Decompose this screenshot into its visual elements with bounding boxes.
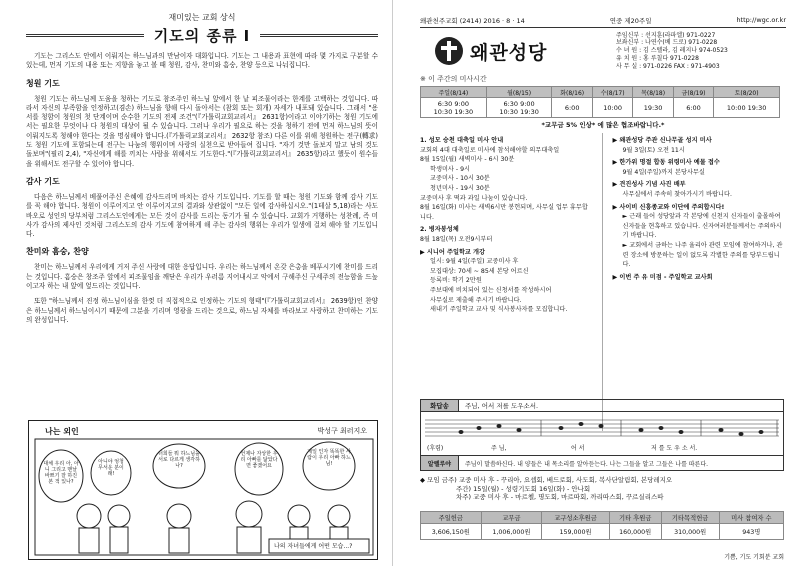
psalm-tag: 화답송 bbox=[421, 400, 459, 411]
staff-line: 보좌신부 : 나연수(베 드로) 971-0228 bbox=[616, 39, 718, 47]
announcement-heading: ▶ 한가위 명절 합동 위령미사 예물 접수 bbox=[612, 159, 720, 167]
psalm-text: 주님, 어서 저를 도우소서. bbox=[465, 402, 539, 410]
mass-day-header: 월(8/15) bbox=[486, 87, 552, 98]
speech-bubble: 제일 인자 똑똑한 사람이 우리 아빠 하느님! bbox=[307, 449, 351, 467]
announcement-line: 주보대에 비치되어 있는 신청서를 작성하시어 bbox=[430, 286, 552, 294]
announcement-line: 학생미사 - 9시 bbox=[430, 165, 470, 173]
announcement-heading: 1. 성모 승천 대축일 미사 안내 bbox=[420, 137, 504, 144]
announcement-heading: ▶ 이번 주 유 미점 - 주일학교 교사회 bbox=[612, 273, 713, 281]
lyric: 저 를 도 우 소 서. bbox=[651, 445, 698, 452]
section-heading: 청원 기도 bbox=[26, 78, 60, 88]
gathering-line: ◆ 모임 금주) 교중 미사 후 - 꾸리아, 요셉회, 베드로회, 사도회, 복사단알림회, 본당레지오 bbox=[420, 476, 673, 484]
finance-header: 주일헌금 bbox=[421, 512, 482, 524]
announcement-line: 사무실로 제출해 주시기 바랍니다. bbox=[430, 296, 522, 304]
finance-value: 160,000원 bbox=[609, 524, 661, 540]
announcement-line: ► 교회에서 금하는 나주 율리아 관련 모임에 참여하거나, 관련 장소에 방문하는 일이 없도록 각별한 주의를 당부드립니다. bbox=[622, 241, 783, 269]
psalm-response-box bbox=[420, 399, 784, 471]
section-body: 찬미는 하느님께서 우리에게 거저 주신 사랑에 대한 응답입니다. 우리는 하느님께서 온갖 은총을 베푸시기에 찬미를 드리는 것입니다. 흠숭은 창조주 앞에서 피조물임을 깨닫은 우리가 우러름 지어내시고 악에서 구해주신 구세주의 전능함을 드높이고자 하는 내 앞에 엎드리는 것입니다. bbox=[26, 263, 378, 291]
mass-time-cell: 6:00 bbox=[552, 98, 592, 118]
finance-header: 기타목적헌금 bbox=[661, 512, 719, 524]
section-heading: 감사 기도 bbox=[26, 176, 60, 186]
section-heading: 찬미와 흠숭, 찬양 bbox=[26, 247, 89, 257]
mass-time-cell: 6:00 bbox=[673, 98, 713, 118]
announcement-heading: ▶ 사이비 신흥종교와 이단에 주의합시다! bbox=[612, 203, 725, 211]
staff-line: 유 치 원 : 홍 루칠다 971-0228 bbox=[616, 54, 699, 62]
finance-value: 159,000원 bbox=[542, 524, 610, 540]
mass-time-cell bbox=[421, 98, 487, 118]
mass-schedule-title: ※ 이 주간의 미사시간 bbox=[420, 75, 487, 83]
mass-day-header: 목(8/18) bbox=[633, 87, 673, 98]
announcement-line: 8월 15일(월) 새벽미사 - 6시 30분 bbox=[420, 156, 515, 164]
psalm-row bbox=[421, 400, 783, 412]
announcements-right bbox=[603, 133, 787, 431]
parish-name: 왜관성당 bbox=[470, 41, 548, 64]
announcement-line: 일시: 9월 4일(주일) 교중미사 후 bbox=[430, 258, 519, 266]
speech-bubble: 너희들 뭐 하느님을 서로 다르게 생각하나? bbox=[158, 451, 200, 469]
music-notation bbox=[421, 412, 783, 456]
parish-logo-icon bbox=[434, 36, 464, 66]
website-link[interactable]: http://wgc.or.kr bbox=[736, 16, 786, 24]
cartoon-caption-left: 나는 외인 bbox=[45, 427, 79, 436]
mass-day-header: 토(8/20) bbox=[714, 87, 780, 98]
staff-line: 수 녀 원 : 김 스텔라, 김 레지나 974-0523 bbox=[616, 47, 728, 55]
footer-motto: 기쁨, 기도 기회분 교회 bbox=[724, 554, 784, 561]
title-rule-left bbox=[26, 34, 144, 37]
mass-time-cell: 10:00 19:30 bbox=[714, 98, 780, 118]
mass-day-header: 화(8/16) bbox=[552, 87, 592, 98]
announcement-line: 사무실에서 주속히 찾아가시기 바랍니다. bbox=[622, 190, 732, 198]
staff-line: 사 무 실 : 971-0226 FAX : 971-4903 bbox=[616, 62, 720, 70]
announcement-line: 청년미사 - 19시 30분 bbox=[430, 184, 490, 192]
liturgical-week: 연중 제20주일 bbox=[609, 17, 652, 25]
gathering-line: 주간) 15일(월) - 성령기도회 16일(화) - 안나회 bbox=[456, 484, 591, 493]
staff-list bbox=[616, 32, 786, 71]
announcements bbox=[420, 133, 786, 431]
donation-notice: *교무금 5% 인상* 에 많은 협조바랍니다.* bbox=[541, 121, 665, 129]
section-body: 다음은 하느님께서 베풀어주신 은혜에 감사드리며 바치는 감사 기도입니다. 기도를 할 때는 청원 기도와 함께 감사 기도를 꼭 해야 합니다. 청원이 이루어지고 안 이루어지고의 결과와 상관없이 "모든 일에 감사하십시오."(1테살 5,18)라는 사도 바오로 성인의 당부처럼 그리스도인에게는 모든 것이 감사를 드리는 동기가 될 수 있습니다. 교회가 거행하는 성찬례, 즉 미사가 감사의 제사인 것처럼 그리스도의 감사 기도에 참여하게 해 주는 감사의 행위는 우리가 일생에 걸쳐 해야 할 기도입니다. bbox=[26, 192, 378, 239]
announcement-line: 모집대상: 70세 ~ 85세 본당 어르신 bbox=[430, 267, 529, 275]
lyric: 어 서 bbox=[571, 445, 585, 452]
finance-header: 미사 참여자 수 bbox=[719, 512, 783, 524]
announcement-line: 8월 18일(목) 오전9시부터 bbox=[420, 235, 493, 243]
gathering-line: 차주) 교중 미사 후 - 마르첼, 명도회, 마르따회, 까리따스회, 꾸르실리스따 bbox=[456, 493, 664, 502]
section-body: 청원 기도는 하느님께 도움을 청하는 기도로 참조주인 하느님 앞에서 한 낱 피조물이라는 한계를 고백하는 것입니다. 따라서 자신의 부족함을 인정하고(겸손) 하느님을 향해 다시 돌아서는 (참회 또는 회개) 자세가 내포돼 있습니다. 그래서 "용서를 청함이 청원의 첫 단계이며 순수한 기도의 전제 조건"(『가톨릭교회교리서』 2631항)이라고 이야기하는 청원 기도에서는 필요한 무엇이나 다 청원의 대상이 될 수 있습니다. 그러나 우리가 필요로 하는 것을 청하기 전에 먼저 하느님의 뜻이 이뤄지도록 청해야 한다는 것을 명심해야 합니다.(『가톨릭교회교리서』 2632항 참조) 다른 이를 위해 청원하는 전구(轉求)도 청원 기도에 포함되는데 전구는 나눔의 행위이며 사랑의 실천으로 받아들여 집니다. "자기 것만 돌보지 말고 남의 것도 돌보며"(필리 2,4), "자신에게 해를 끼치는 사람을 위해서도 기도한다."(『가톨릭교회교리서』 2635항)라고 했듯이 원수들을 위해서도 전구할 수 있어야 합니다. bbox=[26, 94, 378, 168]
announcements-left bbox=[420, 133, 603, 431]
mass-time-cell bbox=[486, 98, 552, 118]
announcement-line: 9월 3일(토) 오전 11시 bbox=[622, 146, 685, 154]
announcement-heading: 2. 병자봉성체 bbox=[420, 226, 459, 234]
title-bar bbox=[26, 25, 378, 46]
cartoon-panel bbox=[28, 420, 378, 560]
announcement-line: 교중미사 후 떡과 과일 나눔이 있습니다. bbox=[420, 194, 528, 202]
finance-value: 310,000원 bbox=[661, 524, 719, 540]
speech-bubble: 대체 우리 아, 아니 그리고 맨날 바쁘기 잘 하진 본 적 있나? bbox=[43, 461, 79, 485]
page-title: 기도의 종류 Ⅰ bbox=[153, 27, 251, 45]
gathering-schedule bbox=[420, 476, 784, 502]
finance-header: 교구성소후원금 bbox=[542, 512, 610, 524]
alleluia-text: 주님이 말씀하신다. 내 양들은 내 목소리를 알아듣는다. 나는 그들을 알고 그들은 나를 따른다. bbox=[465, 460, 709, 468]
music-staff bbox=[421, 412, 783, 456]
column-subtitle: 재미있는 교회 상식 bbox=[168, 13, 236, 22]
finance-header: 교무금 bbox=[481, 512, 542, 524]
mass-time: 6:30 9:00 bbox=[437, 99, 469, 108]
cartoon-caption-right: 박성구 최러지오 bbox=[317, 427, 367, 435]
announcement-line: 8월 16일(화) 미사는 새벽6시만 봉헌되며, 사무실 업무 휴무합니다. bbox=[420, 204, 588, 221]
cartoon-bottom-caption: 나의 자녀들에게 어떤 모습...? bbox=[274, 543, 353, 550]
cartoon-drawing bbox=[29, 421, 379, 561]
finance-header: 기타 후원금 bbox=[609, 512, 661, 524]
mass-day-header: 수(8/17) bbox=[592, 87, 632, 98]
mass-time-cell: 10:00 bbox=[592, 98, 632, 118]
announcement-line: 교중미사 - 10시 30분 bbox=[430, 175, 490, 183]
mass-schedule-table bbox=[420, 86, 780, 118]
alleluia-tag: 알렐루야 bbox=[421, 456, 459, 470]
announcement-heading: ▶ 견진성사 기념 사진 배부 bbox=[612, 181, 686, 189]
announcement-line: 등록비: 학기 2만원 bbox=[430, 277, 482, 285]
mass-day-header: 금(8/19) bbox=[673, 87, 713, 98]
mass-time: 6:30 9:00 bbox=[503, 99, 535, 108]
finance-value: 943명 bbox=[719, 524, 783, 540]
mass-time-cell: 19:30 bbox=[633, 98, 673, 118]
announcement-line: 9월 4일(주일)까지 본당사무실 bbox=[622, 168, 705, 176]
brand-block bbox=[420, 28, 786, 74]
finance-table bbox=[420, 511, 784, 540]
speech-bubble: 아니야 엉청 무서운 분이래! bbox=[98, 459, 124, 477]
title-rule-right bbox=[260, 34, 378, 37]
staff-line: 주임신부 : 선지훈(라파엘) 971-0227 bbox=[616, 31, 716, 39]
lyric: 주 님, bbox=[491, 445, 507, 452]
issue-info: 왜관천주교회 (2414) 2016 · 8 · 14 bbox=[420, 17, 525, 25]
announcement-line: ► 근래 들어 성당앞과 각 본당에 신천지 신자들이 출몰하여 신자들을 현혹하고 있습니다. 신자여러분들께서는 주의하시기 바랍니다. bbox=[622, 213, 782, 240]
mass-day-header: 주일(8/14) bbox=[421, 87, 487, 98]
finance-value: 1,006,000원 bbox=[481, 524, 542, 540]
announcement-line: 새내기 주일학교 교사 및 식사봉사자를 모집합니다. bbox=[430, 306, 568, 314]
lyric: (후렴) bbox=[427, 445, 444, 452]
announcement-line: 교회의 4대 대축일로 미사에 참석해야할 의무대축일 bbox=[420, 146, 560, 154]
alleluia-row bbox=[421, 456, 783, 470]
mass-time: 10:30 19:30 bbox=[499, 107, 539, 116]
bulletin-header bbox=[420, 0, 786, 28]
mass-time: 10:30 19:30 bbox=[433, 107, 474, 116]
section-body: 또한 "하느님께서 진정 하느님이심을 한껏 더 직접적으로 인정하는 기도의 형태"(『가톨릭교회교리서』 2639항)인 찬양은 하느님께서 하느님이시기 때문에 그분을 기리며 영광을 드리는 것으로, 하느님 자체를 바라보고 사랑하고 찬미하는 기도의 완성입니다. bbox=[26, 297, 378, 324]
speech-bubble: 언제나 자상한 우리 아빠를 닮았다면 좋겠어요 bbox=[240, 451, 278, 469]
intro-paragraph: 기도는 그리스도 안에서 이뤄지는 하느님과의 만남이자 대화입니다. 기도는 그 내용과 표현에 따라 몇 가지로 구분할 수 있는데, 먼저 기도의 내용 또는 지향을 놓고 볼 때 청원, 감사, 찬미와 흠숭, 찬양 등으로 나눠집니다. bbox=[26, 52, 378, 70]
announcement-heading: ▶ 왜관성당 주관 신나무골 성지 미사 bbox=[612, 137, 712, 144]
finance-value: 3,606,150원 bbox=[421, 524, 482, 540]
announcement-heading: ▶ 시니어 주일학교 개강 bbox=[420, 248, 486, 256]
